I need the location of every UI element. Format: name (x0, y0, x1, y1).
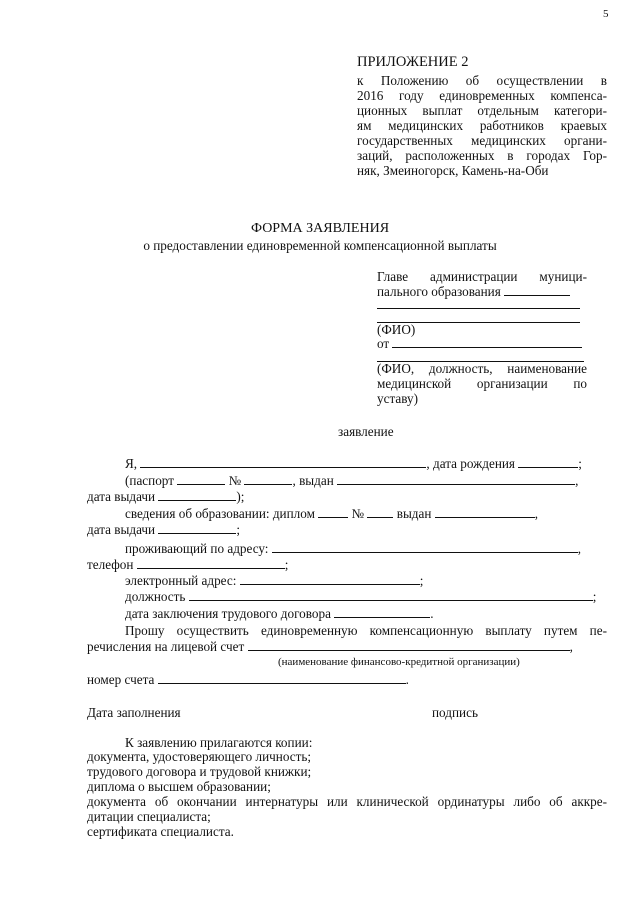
punct: ); (236, 489, 245, 504)
issue-date-blank[interactable] (158, 489, 236, 501)
addressee-municipality-label: пального образования (377, 284, 501, 299)
birth-date-label: , дата рождения (426, 456, 515, 471)
row-account-bank (87, 639, 573, 654)
number-sign: № (228, 473, 242, 488)
from-row (377, 336, 582, 351)
passport-label: (паспорт (125, 473, 174, 488)
form-title: ФОРМА ЗАЯВЛЕНИЯ (250, 221, 390, 236)
diploma-issuer-blank[interactable] (435, 506, 535, 518)
row-position (125, 589, 596, 604)
signature-label: подпись (432, 705, 478, 720)
issue-date-label: дата выдачи (87, 489, 156, 504)
attachment-item: дитации специалиста; (87, 809, 211, 824)
phone-label: телефон (87, 557, 134, 572)
appendix-line: государственных медицинских органи- (357, 133, 607, 148)
address-blank[interactable] (272, 541, 578, 553)
address-label: проживающий по адресу: (125, 541, 269, 556)
addressee-line1: Главе администрации муници- (377, 269, 587, 284)
appendix-line: няк, Змеиногорск, Камень-на-Оби (357, 163, 549, 178)
row-account-number (87, 672, 409, 687)
punct: , (569, 639, 573, 654)
birth-date-blank[interactable] (518, 456, 578, 468)
from-description (377, 361, 587, 406)
attachment-item: трудового договора и трудовой книжки; (87, 764, 312, 779)
appendix-line: 2016 году единовременных компенса- (357, 88, 607, 103)
passport-number-blank[interactable] (244, 473, 292, 485)
row-passport (125, 473, 578, 488)
row-issue-date-2 (87, 522, 240, 537)
attachment-item: диплома о высшем образовании; (87, 779, 271, 794)
page-number: 5 (603, 8, 609, 20)
diploma-date-blank[interactable] (158, 522, 236, 534)
municipality-blank[interactable] (504, 284, 570, 296)
account-blank[interactable] (158, 672, 406, 684)
from-desc-line: медицинской организации по (377, 376, 587, 391)
row-education (125, 506, 538, 521)
punct: , (534, 506, 539, 521)
fill-date-label: Дата заполнения (87, 705, 181, 720)
attachment-item: документа об окончании интернатуры или клинической ординатуры либо об аккре- (87, 794, 607, 809)
row-contract-date (125, 606, 434, 621)
appendix-body (357, 73, 607, 178)
account-label: номер счета (87, 672, 155, 687)
ya-label: Я, (125, 456, 138, 471)
row-issue-date (87, 489, 244, 504)
row-name (125, 456, 582, 471)
punct: ; (578, 456, 582, 471)
position-label: должность (125, 589, 186, 604)
number-sign: № (351, 506, 365, 521)
issued-label: выдан (396, 506, 432, 521)
bank-blank[interactable] (248, 639, 570, 651)
punct: ; (236, 522, 241, 537)
addressee-block (377, 269, 587, 284)
punct: ; (284, 557, 289, 572)
diploma-series-blank[interactable] (318, 506, 348, 518)
from-desc-line: уставу) (377, 391, 418, 406)
appendix-line: заций, расположенных в городах Гор- (357, 148, 607, 163)
issue-date-label: дата выдачи (87, 522, 156, 537)
attachment-item: документа, удостоверяющего личность; (87, 749, 312, 764)
statement-word: заявление (338, 424, 394, 439)
addressee-line2 (377, 284, 570, 299)
diploma-number-blank[interactable] (367, 506, 393, 518)
addressee-blank-line[interactable] (377, 308, 580, 309)
passport-series-blank[interactable] (177, 473, 225, 485)
row-address (125, 541, 581, 556)
attachment-item: сертификата специалиста. (87, 824, 234, 839)
request-line1: Прошу осуществить единовременную компенсационную выплату путем пе- (125, 623, 607, 638)
punct: , (575, 473, 579, 488)
punct: ; (419, 573, 424, 588)
fio-label: (ФИО) (377, 322, 416, 337)
bank-caption: (наименование финансово-кредитной организации) (278, 656, 520, 668)
from-label: от (377, 336, 390, 351)
passport-issuer-blank[interactable] (337, 473, 575, 485)
appendix-title: ПРИЛОЖЕНИЕ 2 (357, 54, 469, 70)
from-desc-line: (ФИО, должность, наименование (377, 361, 587, 376)
form-subtitle: о предоставлении единовременной компенсационной выплаты (143, 238, 497, 253)
punct: . (405, 672, 409, 687)
appendix-line: к Положению об осуществлении в (357, 73, 607, 88)
request-line2: речисления на лицевой счет (87, 639, 245, 654)
request-text (87, 623, 607, 638)
phone-blank[interactable] (137, 557, 285, 569)
punct: , (577, 541, 582, 556)
issued-label: , выдан (292, 473, 334, 488)
email-label: электронный адрес: (125, 573, 237, 588)
position-blank[interactable] (189, 589, 593, 601)
row-email (125, 573, 423, 588)
appendix-line: ям медицинских работников краевых (357, 118, 607, 133)
contract-date-blank[interactable] (334, 606, 430, 618)
appendix-line: ционных выплат отдельным категори- (357, 103, 607, 118)
contract-date-label: дата заключения трудового договора (125, 606, 331, 621)
attachments-list (87, 749, 607, 839)
punct: . (430, 606, 434, 621)
email-blank[interactable] (240, 573, 420, 585)
name-blank[interactable] (140, 456, 426, 468)
attachments-intro: К заявлению прилагаются копии: (125, 735, 313, 750)
row-phone (87, 557, 288, 572)
punct: ; (592, 589, 597, 604)
education-label: сведения об образовании: диплом (125, 506, 315, 521)
from-blank[interactable] (392, 336, 582, 348)
